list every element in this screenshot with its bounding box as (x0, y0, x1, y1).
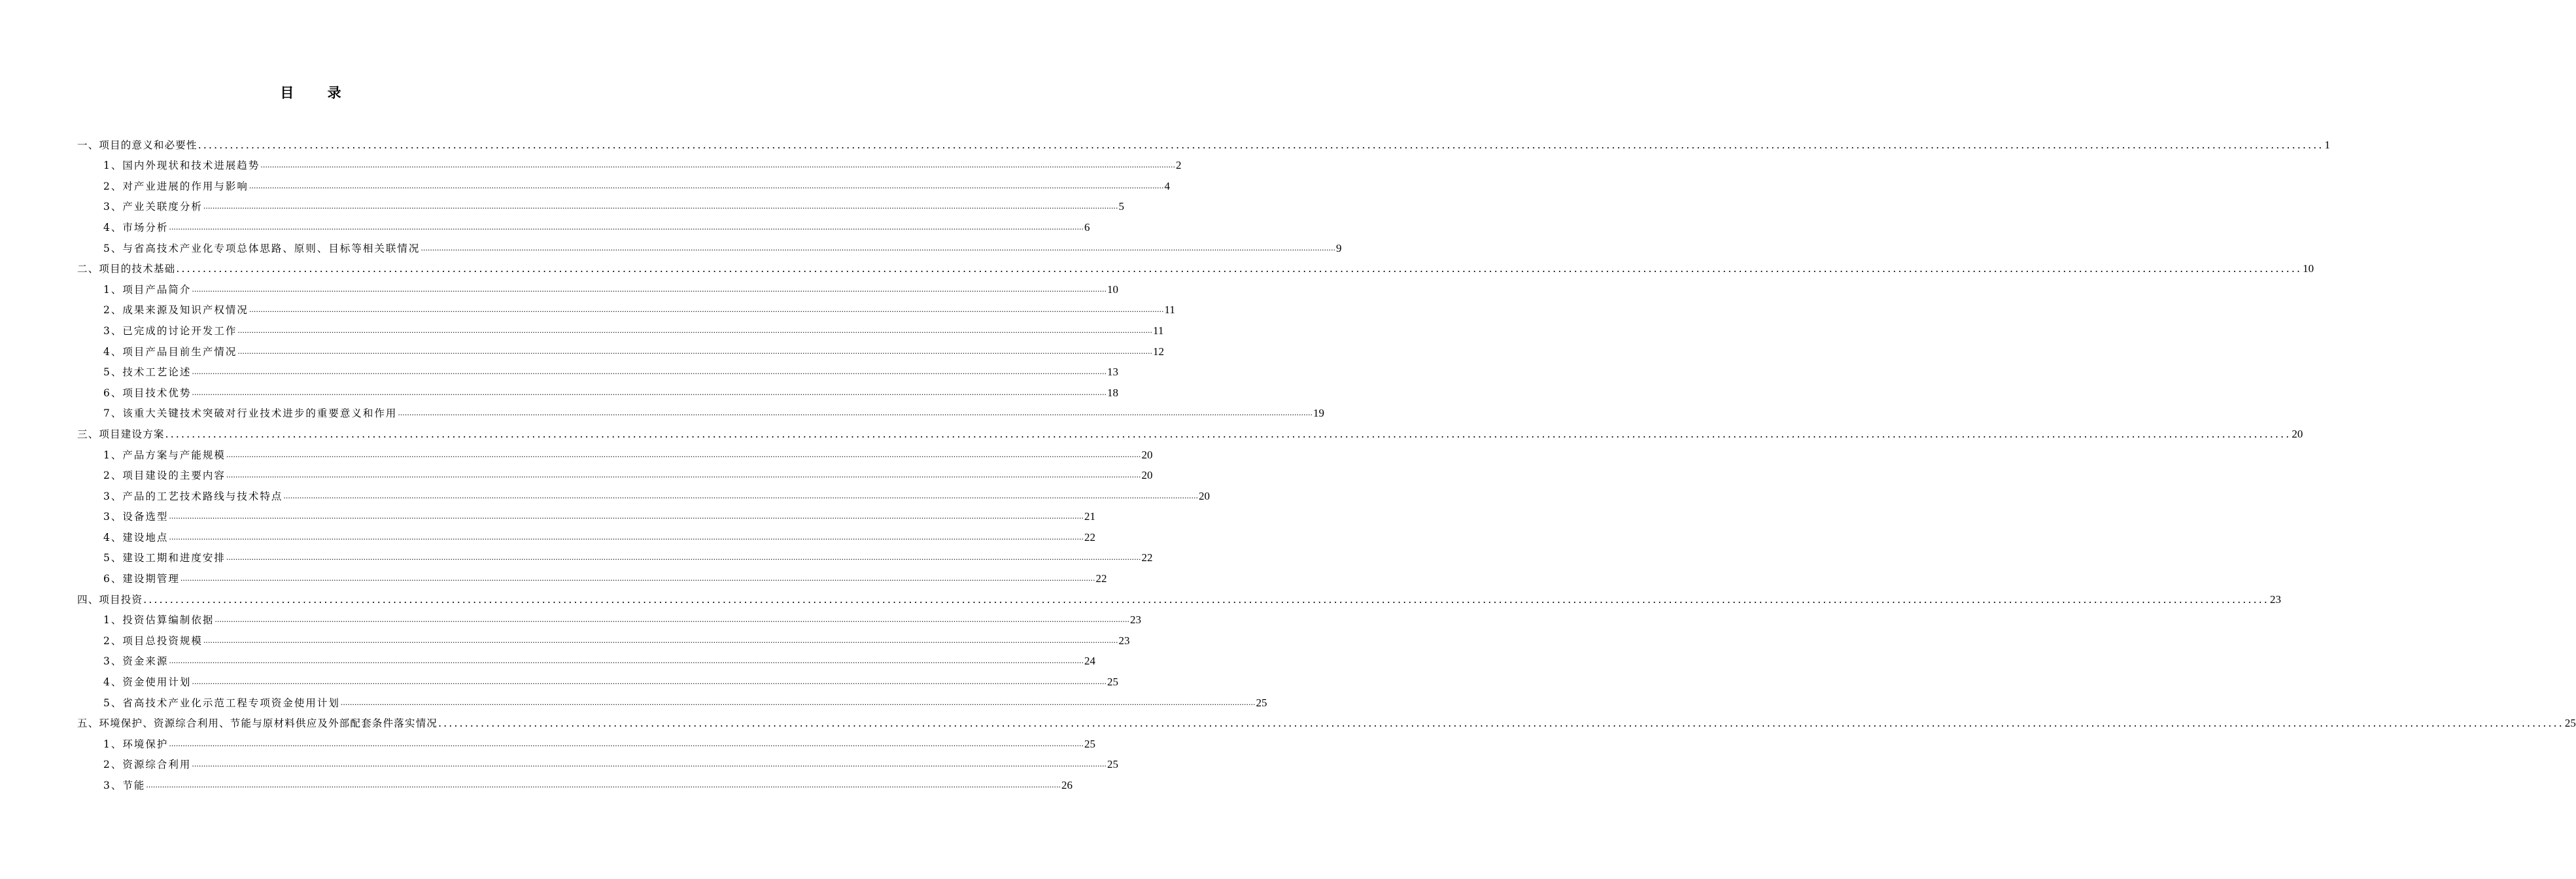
toc-dot-leader: ................................................................................................................................................................................................................................................................................................................................................................................................................ (203, 202, 1118, 211)
toc-entry-text: 2、对产业进展的作用与影响 (103, 180, 249, 192)
toc-dot-leader: ................................................................................................................................................................................................................................................................................................................................................................................................................ (165, 428, 2292, 440)
toc-dot-leader: ................................................................................................................................................................................................................................................................................................................................................................................................................ (438, 717, 2564, 730)
toc-dot-leader: ................................................................................................................................................................................................................................................................................................................................................................................................................ (260, 161, 1176, 170)
toc-page-number: 20 (2292, 427, 2303, 440)
toc-dot-leader: ................................................................................................................................................................................................................................................................................................................................................................................................................ (169, 532, 1084, 542)
toc-subsection-entry[interactable] (77, 627, 1130, 647)
toc-subsection-entry[interactable] (77, 668, 1119, 689)
toc-subsection-entry[interactable] (77, 172, 1171, 193)
toc-page-number: 2 (1176, 159, 1182, 172)
toc-subsection-entry[interactable] (77, 544, 1153, 565)
toc-page-number: 22 (1095, 572, 1107, 585)
toc-page-number: 22 (1084, 530, 1096, 543)
toc-subsection-entry[interactable] (77, 751, 1119, 772)
toc-dot-leader: ................................................................................................................................................................................................................................................................................................................................................................................................................ (203, 636, 1118, 645)
toc-entry-text: 2、成果来源及知识产权情况 (103, 304, 249, 317)
toc-page-number: 11 (1164, 303, 1175, 317)
toc-dot-leader: ................................................................................................................................................................................................................................................................................................................................................................................................................ (226, 553, 1141, 562)
toc-subsection-entry[interactable] (77, 337, 1165, 358)
toc-entry-text: 5、与省高技术产业化专项总体思路、原则、目标等相关联情况 (103, 242, 421, 254)
toc-dot-leader: ................................................................................................................................................................................................................................................................................................................................................................................................................ (169, 512, 1084, 521)
toc-page-number: 10 (1107, 283, 1119, 296)
toc-subsection-entry[interactable] (77, 462, 1153, 483)
toc-entry-text: 4、资金使用计划 (103, 676, 192, 689)
toc-entry-text: 三、项目建设方案 (77, 428, 165, 440)
toc-page-number: 9 (1336, 241, 1342, 254)
toc-dot-leader: ................................................................................................................................................................................................................................................................................................................................................................................................................ (169, 739, 1084, 748)
toc-subsection-entry[interactable] (77, 482, 1211, 503)
toc-subsection-entry[interactable] (77, 234, 1342, 255)
toc-entry-text: 四、项目投资 (77, 593, 143, 606)
toc-entry-text: 二、项目的技术基础 (77, 263, 176, 275)
toc-entry-text: 1、产品方案与产能规模 (103, 449, 226, 461)
toc-subsection-entry[interactable] (77, 379, 1119, 400)
toc-entry-text: 2、资源综合利用 (103, 759, 192, 771)
toc-page-number: 23 (1130, 613, 1142, 627)
toc-dot-leader: ................................................................................................................................................................................................................................................................................................................................................................................................................ (192, 678, 1107, 687)
toc-page-number: 12 (1153, 345, 1165, 358)
toc-dot-leader: ................................................................................................................................................................................................................................................................................................................................................................................................................ (237, 326, 1153, 335)
toc-dot-leader: ................................................................................................................................................................................................................................................................................................................................................................................................................ (192, 368, 1107, 377)
toc-entry-text: 4、市场分析 (103, 221, 169, 233)
toc-entry-text: 一、项目的意义和必要性 (77, 139, 197, 151)
toc-entry-text: 4、建设地点 (103, 531, 169, 543)
toc-subsection-entry[interactable] (77, 730, 1096, 751)
toc-entry-text: 1、环境保护 (103, 738, 169, 750)
toc-page-number: 4 (1164, 179, 1171, 192)
toc-subsection-entry[interactable] (77, 400, 1325, 421)
toc-page-number: 22 (1141, 551, 1153, 564)
toc-page-number: 21 (1084, 510, 1096, 523)
toc-page-number: 24 (1084, 655, 1096, 668)
toc-entry-text: 5、建设工期和进度安排 (103, 552, 226, 564)
toc-page-number: 23 (2270, 593, 2282, 606)
toc-entry-text: 5、技术工艺论述 (103, 366, 192, 379)
toc-subsection-entry[interactable] (77, 441, 1153, 462)
toc-section-entry[interactable] (77, 585, 2282, 606)
toc-page-number: 25 (1256, 696, 1267, 709)
toc-dot-leader: ................................................................................................................................................................................................................................................................................................................................................................................................................ (421, 243, 1336, 252)
toc-page-number: 20 (1141, 469, 1153, 482)
toc-entry-text: 1、项目产品简介 (103, 283, 192, 296)
toc-page-number: 19 (1313, 407, 1325, 420)
toc-page-number: 11 (1153, 324, 1164, 337)
toc-entry-text: 3、节能 (103, 780, 146, 791)
toc-page-number: 10 (2303, 262, 2314, 275)
toc-subsection-entry[interactable] (77, 771, 1073, 792)
toc-dot-leader: ................................................................................................................................................................................................................................................................................................................................................................................................................ (249, 305, 1164, 315)
toc-dot-leader: ................................................................................................................................................................................................................................................................................................................................................................................................................ (237, 347, 1153, 356)
toc-section-entry[interactable] (77, 710, 2576, 731)
toc-dot-leader: ................................................................................................................................................................................................................................................................................................................................................................................................................ (226, 471, 1141, 480)
toc-entry-text: 6、项目技术优势 (103, 387, 192, 399)
toc-entry-text: 3、产业关联度分析 (103, 201, 203, 213)
toc-page-number: 26 (1061, 779, 1073, 791)
toc-subsection-entry[interactable] (77, 564, 1107, 585)
toc-entry-text: 3、已完成的讨论开发工作 (103, 324, 237, 337)
toc-dot-leader: ................................................................................................................................................................................................................................................................................................................................................................................................................ (192, 284, 1107, 294)
toc-entry-text: 3、设备选型 (103, 511, 169, 523)
toc-entry-text: 4、项目产品目前生产情况 (103, 345, 237, 358)
toc-dot-leader: ................................................................................................................................................................................................................................................................................................................................................................................................................ (192, 760, 1107, 769)
toc-dot-leader: ................................................................................................................................................................................................................................................................................................................................................................................................................ (215, 615, 1130, 625)
toc-section-entry[interactable] (77, 131, 2331, 152)
toc-dot-leader: ................................................................................................................................................................................................................................................................................................................................................................................................................ (340, 698, 1256, 707)
toc-entry-text: 1、国内外现状和技术进展趋势 (103, 160, 260, 172)
toc-dot-leader: ................................................................................................................................................................................................................................................................................................................................................................................................................ (143, 593, 2270, 606)
table-of-contents (77, 131, 2576, 792)
toc-subsection-entry[interactable] (77, 647, 1096, 668)
toc-dot-leader: ................................................................................................................................................................................................................................................................................................................................................................................................................ (176, 263, 2303, 275)
toc-page-number: 23 (1118, 634, 1130, 647)
toc-dot-leader: ................................................................................................................................................................................................................................................................................................................................................................................................................ (146, 781, 1061, 789)
page-title: 目 录 (280, 84, 356, 101)
toc-subsection-entry[interactable] (77, 193, 1125, 214)
toc-page-number: 5 (1118, 200, 1125, 213)
toc-dot-leader: ................................................................................................................................................................................................................................................................................................................................................................................................................ (192, 388, 1107, 397)
toc-subsection-entry[interactable] (77, 275, 1119, 296)
toc-page-number: 25 (2564, 717, 2576, 730)
toc-dot-leader: ................................................................................................................................................................................................................................................................................................................................................................................................................ (197, 139, 2324, 151)
toc-entry-text: 5、省高技术产业化示范工程专项资金使用计划 (103, 697, 340, 709)
toc-page-number: 1 (2324, 138, 2331, 151)
toc-section-entry[interactable] (77, 255, 2314, 276)
toc-subsection-entry[interactable] (77, 358, 1119, 379)
toc-section-entry[interactable] (77, 420, 2303, 441)
toc-page-number: 6 (1084, 220, 1090, 233)
toc-dot-leader: ................................................................................................................................................................................................................................................................................................................................................................................................................ (180, 574, 1095, 583)
toc-subsection-entry[interactable] (77, 296, 1175, 317)
toc-page-number: 18 (1107, 386, 1119, 399)
toc-entry-text: 3、资金来源 (103, 655, 169, 668)
toc-subsection-entry[interactable] (77, 606, 1142, 627)
toc-subsection-entry[interactable] (77, 503, 1096, 524)
toc-dot-leader: ................................................................................................................................................................................................................................................................................................................................................................................................................ (169, 657, 1084, 666)
toc-dot-leader: ................................................................................................................................................................................................................................................................................................................................................................................................................ (398, 409, 1313, 418)
toc-subsection-entry[interactable] (77, 152, 1182, 173)
toc-page-number: 25 (1107, 758, 1119, 771)
toc-dot-leader: ................................................................................................................................................................................................................................................................................................................................................................................................................ (169, 222, 1084, 232)
toc-page-number: 20 (1141, 448, 1153, 461)
toc-subsection-entry[interactable] (77, 689, 1267, 710)
toc-page-number: 25 (1084, 737, 1096, 750)
toc-entry-text: 1、投资估算编制依据 (103, 614, 215, 627)
toc-entry-text: 2、项目总投资规模 (103, 634, 203, 647)
toc-subsection-entry[interactable] (77, 523, 1096, 544)
toc-subsection-entry[interactable] (77, 213, 1090, 234)
toc-entry-text: 6、建设期管理 (103, 573, 180, 585)
toc-dot-leader: ................................................................................................................................................................................................................................................................................................................................................................................................................ (283, 491, 1199, 500)
toc-page-number: 20 (1199, 489, 1211, 502)
toc-entry-text: 7、该重大关键技术突破对行业技术进步的重要意义和作用 (103, 407, 398, 420)
toc-dot-leader: ................................................................................................................................................................................................................................................................................................................................................................................................................ (249, 181, 1164, 190)
toc-page-number: 13 (1107, 366, 1119, 379)
toc-subsection-entry[interactable] (77, 317, 1164, 337)
toc-entry-text: 五、环境保护、资源综合利用、节能与原材料供应及外部配套条件落实情况 (77, 717, 438, 730)
toc-page-number: 25 (1107, 676, 1119, 689)
toc-entry-text: 2、项目建设的主要内容 (103, 470, 226, 482)
toc-entry-text: 3、产品的工艺技术路线与技术特点 (103, 490, 283, 502)
toc-dot-leader: ................................................................................................................................................................................................................................................................................................................................................................................................................ (226, 450, 1141, 459)
